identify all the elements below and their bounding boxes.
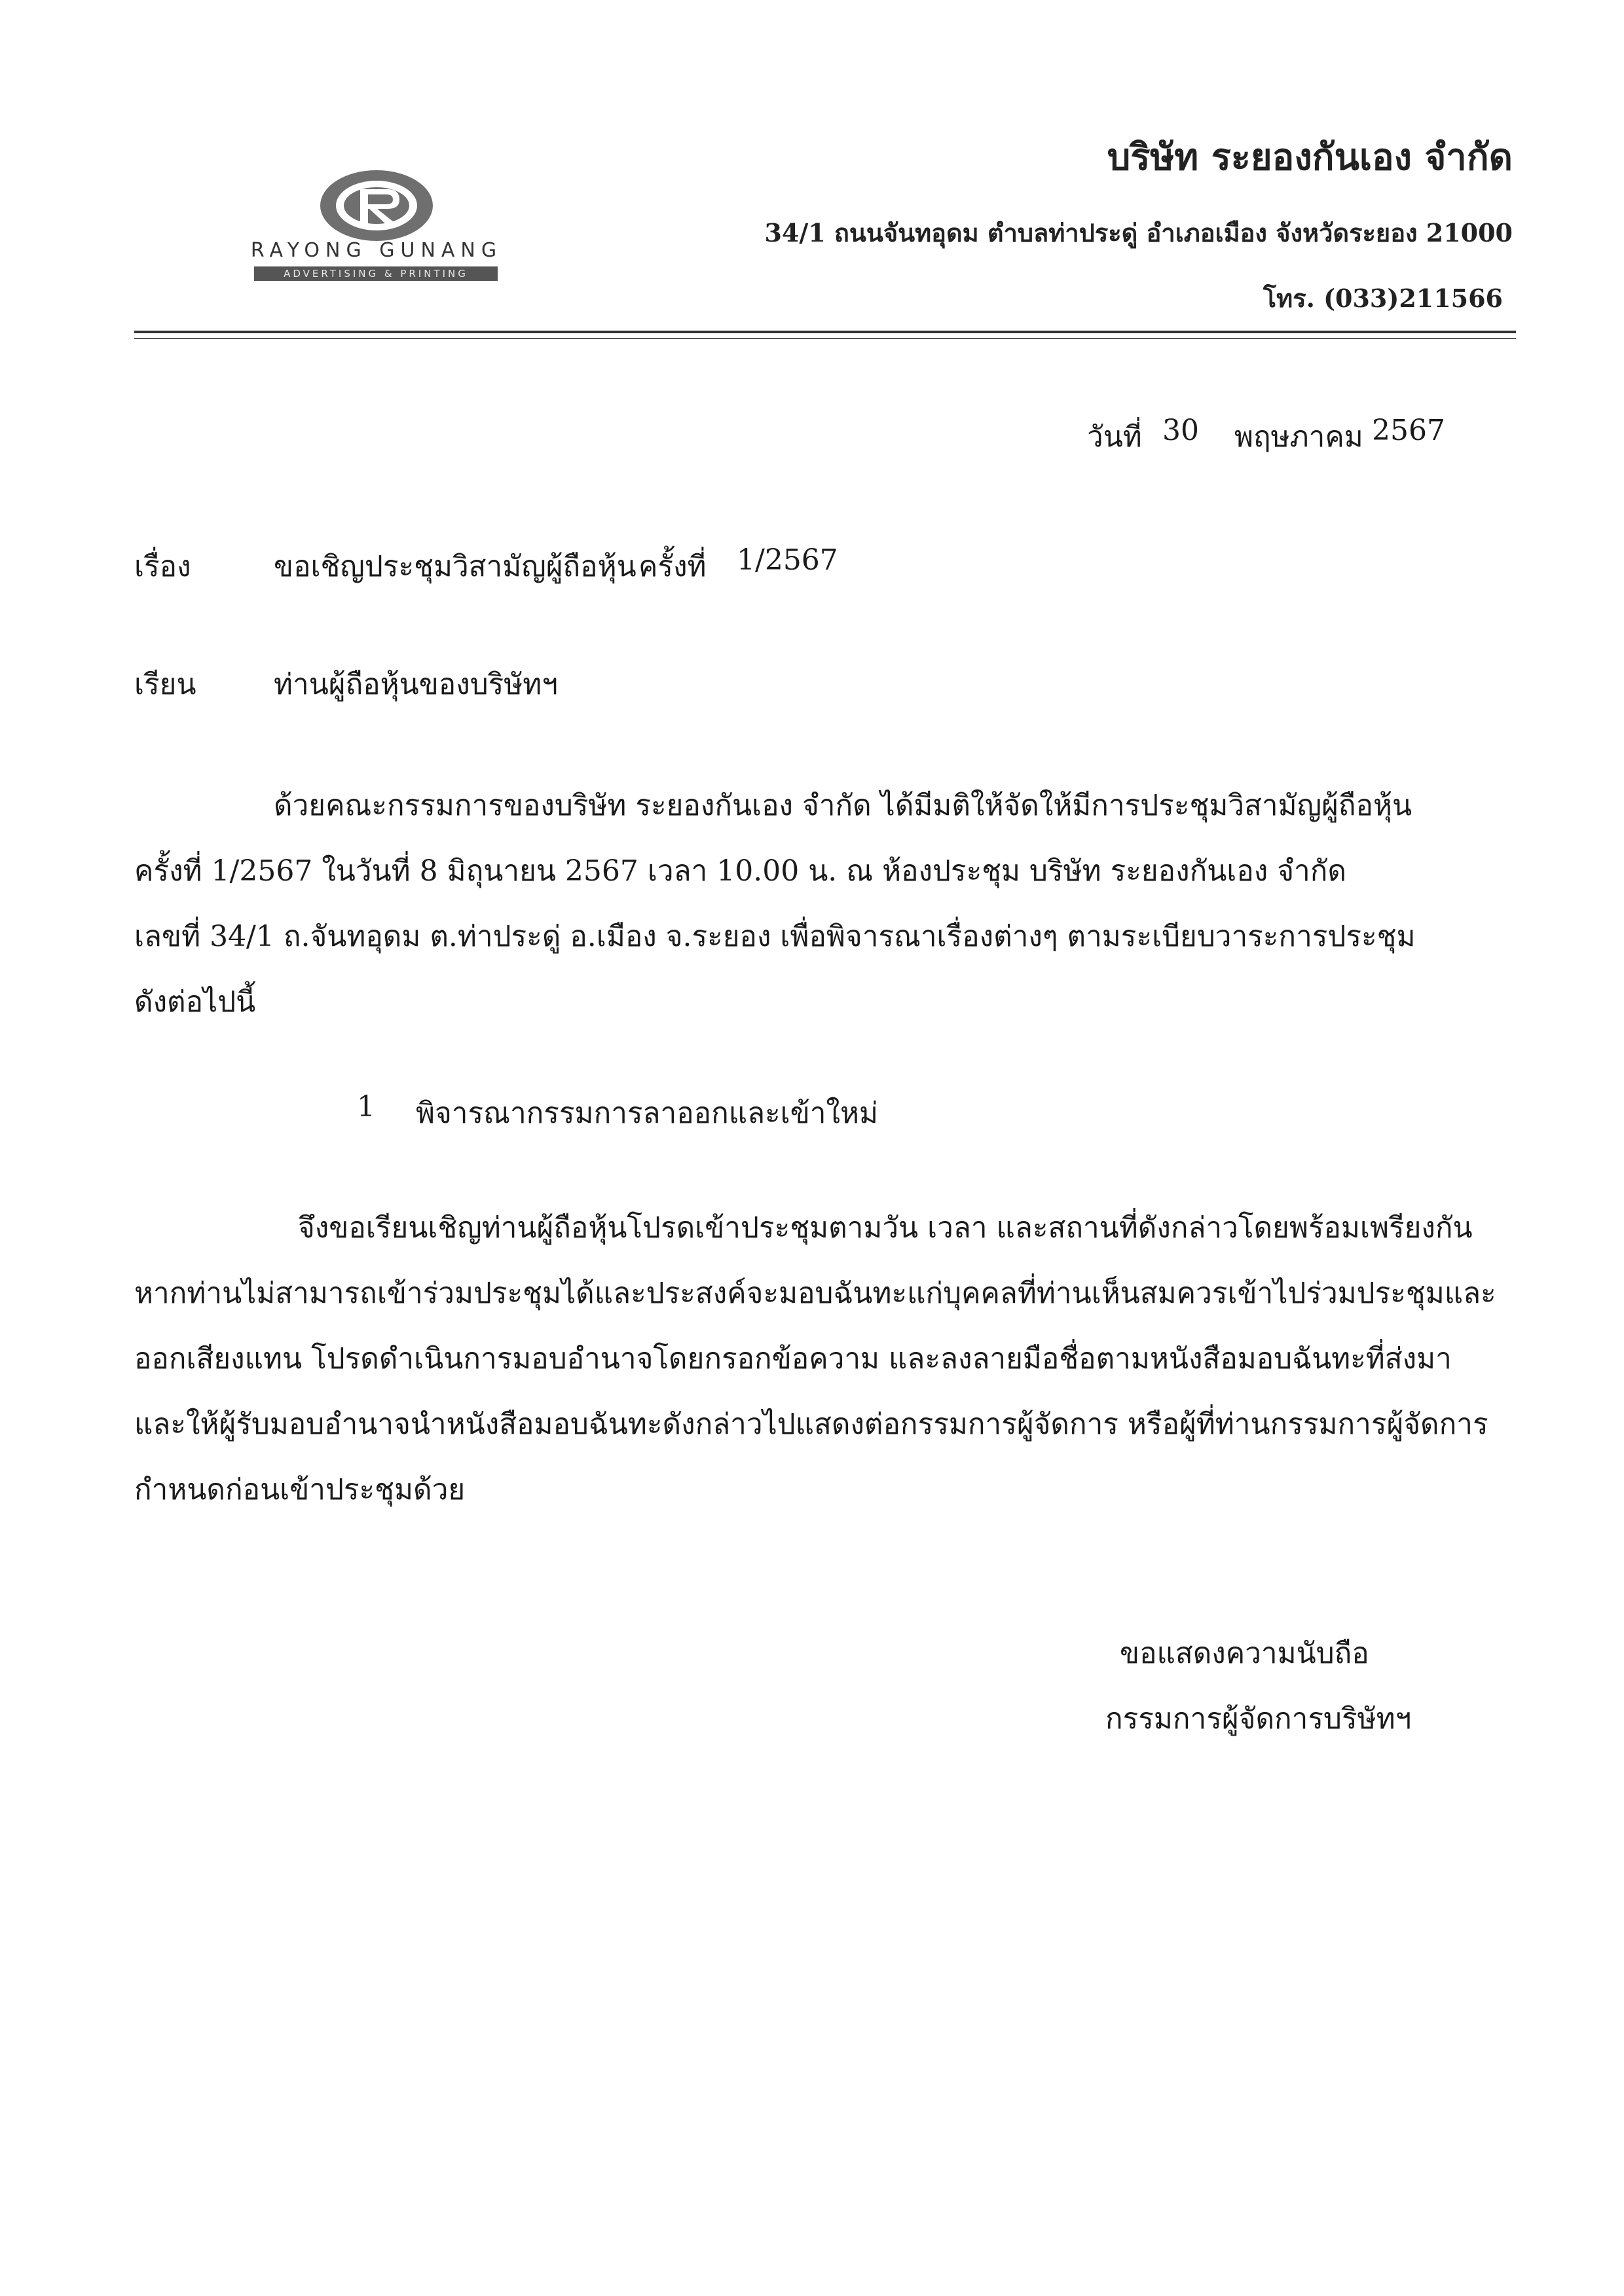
signatory-title: กรรมการผู้จัดการบริษัทฯ: [1105, 1702, 1412, 1736]
company-address: 34/1 ถนนจันทอุดม ตำบลท่าประดู่ อำเภอเมือง จังหวัดระยอง 21000: [764, 218, 1513, 247]
recipient-label: เรียน: [134, 668, 196, 701]
date-year: 2567: [1372, 414, 1445, 447]
paragraph1-line: ครั้งที่ 1/2567 ในวันที่ 8 มิถุนายน 2567 เวลา 10.00 น. ณ ห้องประชุม บริษัท ระยองกันเอง จำกัด: [134, 854, 1346, 888]
agenda-item-text: พิจารณากรรมการลาออกและเข้าใหม่: [416, 1097, 878, 1130]
rg-logo-icon: [314, 167, 439, 244]
paragraph1-line: เลขที่ 34/1 ถ.จันทอุดม ต.ท่าประดู่ อ.เมือง จ.ระยอง เพื่อพิจารณาเรื่องต่างๆ ตามระเบียบวาระการประชุม: [134, 920, 1416, 953]
company-name: บริษัท ระยองกันเอง จำกัด: [1107, 136, 1513, 179]
paragraph2-line: กำหนดก่อนเข้าประชุมด้วย: [134, 1473, 466, 1506]
logo-name: RAYONG GUNANG: [250, 239, 503, 262]
company-phone: โทร. (033)211566: [1263, 283, 1503, 313]
header-divider-thin: [134, 338, 1516, 339]
paragraph2-line: หากท่านไม่สามารถเข้าร่วมประชุมได้และประสงค์จะมอบฉันทะแก่บุคคลที่ท่านเห็นสมควรเข้าไปร่วมประชุมและ: [134, 1277, 1496, 1310]
paragraph2-line: ออกเสียงแทน โปรดดำเนินการมอบอำนาจโดยกรอกข้อความ และลงลายมือชื่อตามหนังสือมอบฉันทะที่ส่งมา: [134, 1342, 1452, 1376]
agenda-item-number: 1: [357, 1090, 375, 1123]
date-day: 30: [1162, 414, 1199, 447]
header-divider: [134, 331, 1516, 333]
recipient-text: ท่านผู้ถือหุ้นของบริษัทฯ: [274, 668, 558, 701]
logo-tagline: ADVERTISING & PRINTING: [254, 266, 498, 281]
paragraph1-line: ด้วยคณะกรรมการของบริษัท ระยองกันเอง จำกัด ได้มีมติให้จัดให้มีการประชุมวิสามัญผู้ถือหุ้น: [274, 789, 1412, 822]
paragraph2-line: และให้ผู้รับมอบอำนาจนำหนังสือมอบฉันทะดังกล่าวไปแสดงต่อกรรมการผู้จัดการ หรือผู้ที่ท่านกรรมการผู้จัดการ: [134, 1408, 1488, 1441]
date-label: วันที่: [1087, 420, 1142, 454]
closing-phrase: ขอแสดงความนับถือ: [1120, 1637, 1369, 1670]
subject-text: ขอเชิญประชุมวิสามัญผู้ถือหุ้น: [274, 550, 637, 583]
paragraph2-line: จึงขอเรียนเชิญท่านผู้ถือหุ้นโปรดเข้าประชุมตามวัน เวลา และสถานที่ดังกล่าวโดยพร้อมเพรียงกัน: [298, 1211, 1473, 1245]
subject-label: เรื่อง: [134, 550, 191, 583]
paragraph1-line: ดังต่อไปนี้: [134, 985, 256, 1019]
subject-round-number: 1/2567: [737, 543, 838, 577]
company-logo: [249, 167, 504, 288]
subject-round-label: ครั้งที่: [638, 550, 707, 583]
date-month: พฤษภาคม: [1234, 420, 1363, 454]
